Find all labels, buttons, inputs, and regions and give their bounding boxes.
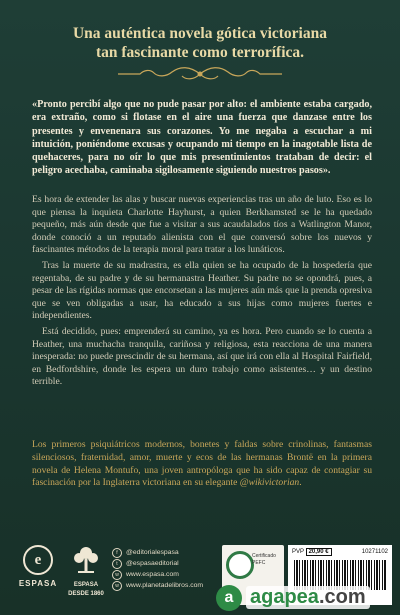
author-handle: @wikivictorian [239,477,300,489]
publisher-logo [18,545,58,605]
imprint-subtitle: DESDE 1860 [68,591,104,597]
headline-line-1: Una auténtica novela gótica victoriana [72,25,327,42]
watermark-text [246,586,370,609]
price-tag [292,549,332,555]
website-url: www.espasa.com [126,571,179,578]
closing-blurb [32,439,372,490]
watermark-brand: agapea [250,586,319,608]
closing-text: Los primeros psiquiátricos modernos, bonetes y faldas sobre crinolinas, fantasmas silenciosos, fraternidad, amor, muerte y ecos de las hermanas Brontë en la primera novela de Helena Montufo, una joven antropóloga que ha sido capaz de contagiar su fascinación por la Inglaterra victoriana en su elegante [32,439,372,489]
headline-line-2: tan fascinante como terrorífica. [95,44,305,61]
pull-quote: «Pronto percibí algo que no pude pasar por alto: el ambiente estaba cargado, era extraño, como si flotase en el aire una fuerza que danzase entre los presentes y envenenara sus corazones. Yo me negaba a escuchar a mi intuición, poniéndome excusas y ocupando mi tiempo en la inagotable lista de quehaceres, para no oír lo que mis presentimientos trataban de decir: el peligro acechaba, caminaba sigilosamente siguiendo nuestros pasos». [32,99,372,177]
social-handle: @espasaeditorial [126,560,179,567]
price: 20,90 € [306,548,332,556]
web-icon: w [112,570,122,580]
cert-label: Certificado PEFC [252,553,276,566]
synopsis-paragraph-1: Es hora de extender las alas y buscar nuevas experiencias tras un año de luto. Eso es lo que piensa la inquieta Charlotte Hayhurst, a quien Berkhamsted se le ha quedado pequeño, más aún desde que fue a visitar a sus acaudalados tíos a Watlington Manor, donde conoció a un reputado alienista con el que conversó sobre los nuevos y fascinantes métodos de la terapia moral para tratar a los lunáticos. [32,194,372,256]
website-url: www.planetadelibros.com [126,582,204,589]
imprint-name: ESPASA [73,582,99,588]
pefc-logo-icon [226,551,254,579]
headline [20,24,380,62]
pvp-label: PVP [292,549,304,555]
watermark-tld: .com [318,586,366,608]
facebook-icon: f [112,548,122,558]
social-handle: @editorialespasa [126,549,179,556]
watermark [216,580,400,615]
imprint-logo [68,545,104,605]
flourish-ornament-icon [110,64,290,84]
agapea-logo-icon: a [216,585,242,611]
publisher-name: ESPASA [18,579,58,588]
web-icon: w [112,581,122,591]
closing-end: . [299,477,302,489]
synopsis [32,194,372,392]
synopsis-paragraph-3: Está decidido, pues: emprenderá su camino, ya es hora. Pero cuando se lo cuenta a Heather, una muchacha tranquila, cariñosa y religiosa, esta reacciona de una manera inesperada: no puede prescindir de su hermana, así que irá con ella al Hospital Fairfield, en Bedfordshire, donde les espera un duro trabajo como asistentes… y un destino terrible. [32,325,372,388]
product-code: 10271102 [361,549,388,555]
tree-icon [68,545,104,575]
twitter-icon: t [112,559,122,569]
synopsis-paragraph-2: Tras la muerte de su madrastra, es ella quien se ha ocupado de la hospedería que regentaba, de su padre y de su hermanastra Heather. Su padre no se opondrá, pues, a pesar de las rígidas normas que encorsetan a las mujeres aún más que la prenda opresiva que se ven obligadas a usar, ha educado a sus hijas como mujeres fuertes e independientes. [32,259,372,322]
publisher-mark-icon: e [23,545,53,575]
